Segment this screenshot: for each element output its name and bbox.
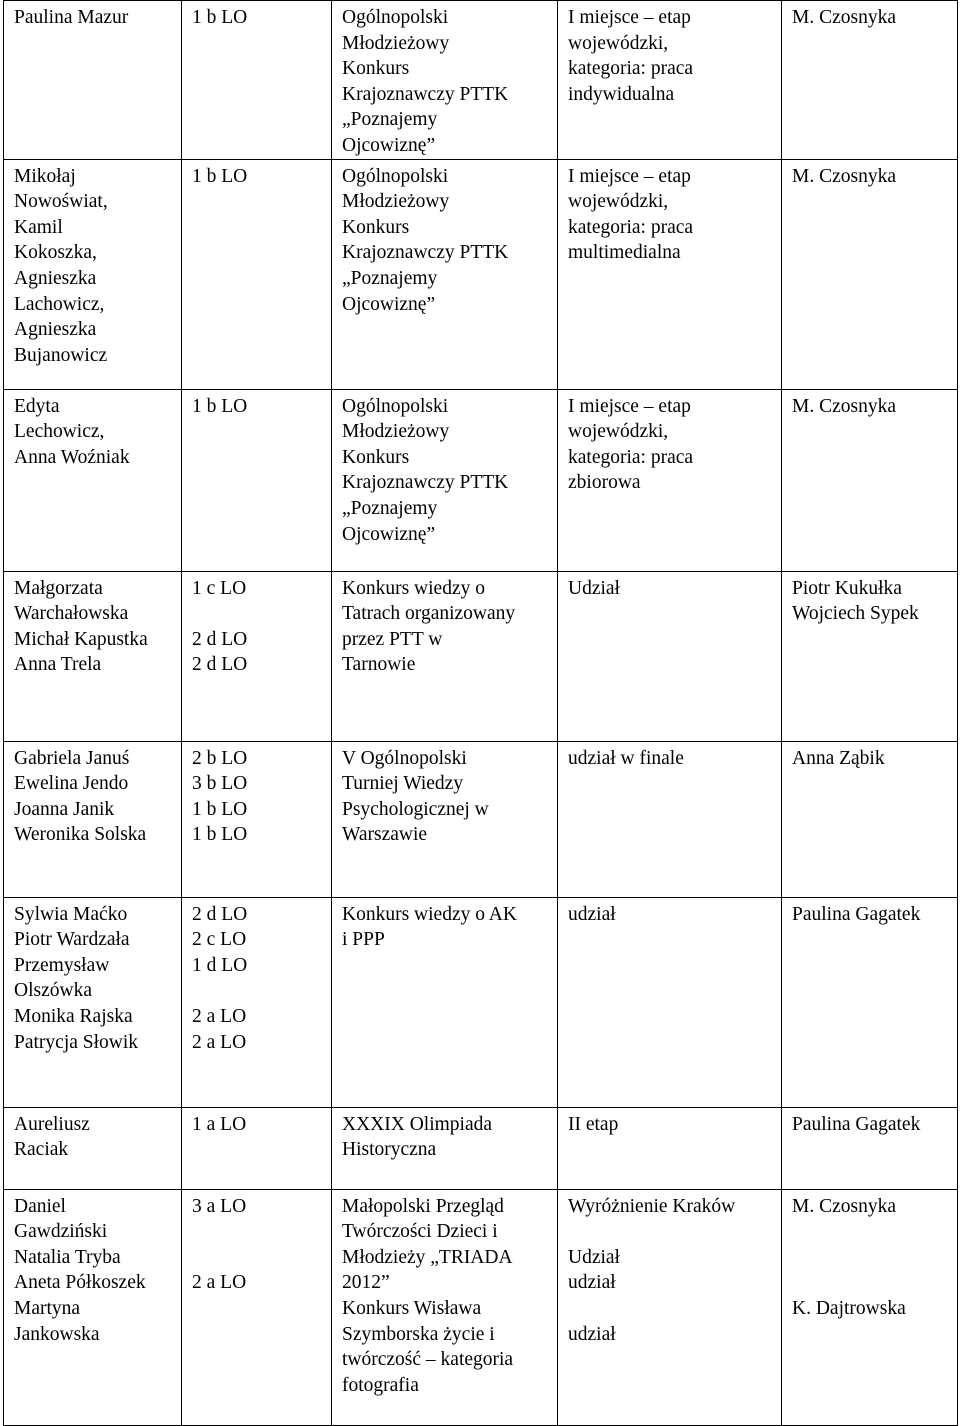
blank-line xyxy=(192,601,325,627)
teacher-cell xyxy=(782,1107,958,1189)
competition-text: Konkurs wiedzy o xyxy=(342,577,485,599)
class-label: 1 a LO xyxy=(192,1113,247,1135)
student-name: Agnieszka xyxy=(14,319,97,341)
student-name: Aureliusz xyxy=(14,1113,90,1135)
competition-text: Młodzieżowy xyxy=(342,191,450,213)
competition-text: Szymborska życie i xyxy=(342,1323,495,1345)
competition-cell xyxy=(332,1,558,160)
teacher-cell xyxy=(782,897,958,1107)
competition-cell xyxy=(332,741,558,897)
result-cell xyxy=(558,1107,782,1189)
student-name: Małgorzata xyxy=(14,577,103,599)
student-name: Gabriela Januś xyxy=(14,747,130,769)
class-label: 2 a LO xyxy=(192,1031,247,1053)
student-name: Lachowicz, xyxy=(14,293,105,315)
result-cell xyxy=(558,1189,782,1425)
result-text: Udział xyxy=(568,577,620,599)
student-name: Raciak xyxy=(14,1139,69,1161)
class-cell xyxy=(182,389,332,571)
competition-cell xyxy=(332,897,558,1107)
class-label: 2 b LO xyxy=(192,747,248,769)
student-name: Lechowicz, xyxy=(14,421,105,443)
blank-line xyxy=(192,978,325,1004)
result-text: wojewódzki, xyxy=(568,191,669,213)
competition-text: Młodzieżowy xyxy=(342,421,450,443)
student-name: Paulina Mazur xyxy=(14,7,129,28)
result-text: Wyróżnienie Kraków xyxy=(568,1195,736,1217)
student-name: Kokoszka, xyxy=(14,242,97,264)
competition-text: 2012” xyxy=(342,1272,390,1294)
student-name: Michał Kapustka xyxy=(14,628,148,650)
blank-line xyxy=(792,1270,951,1296)
competition-text: Tatrach organizowany xyxy=(342,603,516,625)
teacher-name: Wojciech Sypek xyxy=(792,603,919,625)
class-label: 1 d LO xyxy=(192,954,248,976)
student-name: Weronika Solska xyxy=(14,824,147,846)
teacher-name: Piotr Kukułka xyxy=(792,577,902,599)
student-name: Sylwia Maćko xyxy=(14,903,128,925)
student-name: Warchałowska xyxy=(14,603,129,625)
result-text: I miejsce – etap xyxy=(568,395,691,417)
competition-text: Krajoznawczy PTTK xyxy=(342,83,509,105)
class-label: 1 b LO xyxy=(192,798,248,820)
student-name: Gawdziński xyxy=(14,1221,108,1243)
class-label: 2 a LO xyxy=(192,1272,247,1294)
competition-cell xyxy=(332,1107,558,1189)
competition-text: Młodzieżowy xyxy=(342,32,450,54)
competition-text: Konkurs xyxy=(342,446,410,468)
student-name: Monika Rajska xyxy=(14,1005,133,1027)
competition-text: Psychologicznej w xyxy=(342,798,489,820)
competition-text: Warszawie xyxy=(342,824,428,846)
blank-line xyxy=(192,1219,325,1245)
table-row xyxy=(4,1189,958,1425)
class-label: 2 d LO xyxy=(192,903,248,925)
table-row xyxy=(4,897,958,1107)
student-name: Aneta Półkoszek xyxy=(14,1272,146,1294)
blank-line xyxy=(192,1245,325,1271)
student-name: Bujanowicz xyxy=(14,344,108,366)
class-cell xyxy=(182,897,332,1107)
result-text: Udział xyxy=(568,1246,620,1268)
competition-text: Ogólnopolski xyxy=(342,165,449,187)
result-cell xyxy=(558,159,782,389)
result-text: kategoria: praca xyxy=(568,446,694,468)
student-name: Przemysław xyxy=(14,954,110,976)
students-cell xyxy=(4,897,182,1107)
result-cell xyxy=(558,389,782,571)
result-text: wojewódzki, xyxy=(568,421,669,443)
table-row xyxy=(4,1,958,160)
class-cell xyxy=(182,741,332,897)
result-text: kategoria: praca xyxy=(568,58,694,80)
result-text: II etap xyxy=(568,1113,619,1135)
teacher-name: M. Czosnyka xyxy=(792,1195,896,1217)
teacher-name: M. Czosnyka xyxy=(792,395,896,417)
competition-text: Turniej Wiedzy xyxy=(342,773,464,795)
result-cell xyxy=(558,741,782,897)
result-text: indywidualna xyxy=(568,83,675,105)
teacher-name: M. Czosnyka xyxy=(792,7,896,28)
competition-text: Ojcowiznę” xyxy=(342,293,436,315)
students-cell xyxy=(4,741,182,897)
table-row xyxy=(4,571,958,741)
student-name: Daniel xyxy=(14,1195,66,1217)
result-text: I miejsce – etap xyxy=(568,165,691,187)
class-cell xyxy=(182,1107,332,1189)
competition-text: Ojcowiznę” xyxy=(342,134,436,156)
students-cell xyxy=(4,1107,182,1189)
competition-text: Tarnowie xyxy=(342,654,416,676)
table-row xyxy=(4,1107,958,1189)
class-label: 1 b LO xyxy=(192,395,248,417)
student-name: Agnieszka xyxy=(14,267,97,289)
competition-cell xyxy=(332,389,558,571)
table-row xyxy=(4,159,958,389)
blank-line xyxy=(568,1296,775,1322)
competition-text: Krajoznawczy PTTK xyxy=(342,472,509,494)
student-name: Kamil xyxy=(14,216,63,238)
class-label: 2 c LO xyxy=(192,929,247,951)
student-name: Jankowska xyxy=(14,1323,100,1345)
competition-text: Historyczna xyxy=(342,1139,437,1161)
result-cell xyxy=(558,897,782,1107)
result-text: udział xyxy=(568,903,616,925)
students-cell xyxy=(4,1189,182,1425)
competition-text: „Poznajemy xyxy=(342,497,438,519)
competition-text: przez PTT w xyxy=(342,628,443,650)
competition-text: Krajoznawczy PTTK xyxy=(342,242,509,264)
teacher-cell xyxy=(782,1189,958,1425)
teacher-cell xyxy=(782,741,958,897)
class-cell xyxy=(182,571,332,741)
class-label: 1 c LO xyxy=(192,577,247,599)
competition-text: Konkurs xyxy=(342,216,410,238)
competition-text: Ojcowiznę” xyxy=(342,523,436,545)
student-name: Olszówka xyxy=(14,980,92,1002)
blank-line xyxy=(792,1219,951,1245)
students-cell xyxy=(4,389,182,571)
competition-text: Konkurs Wisława xyxy=(342,1297,482,1319)
blank-line xyxy=(568,1219,775,1245)
students-cell xyxy=(4,159,182,389)
teacher-cell xyxy=(782,571,958,741)
class-label: 1 b LO xyxy=(192,7,248,28)
results-table-body xyxy=(4,1,958,1426)
student-name: Patrycja Słowik xyxy=(14,1031,139,1053)
student-name: Joanna Janik xyxy=(14,798,115,820)
class-label: 2 d LO xyxy=(192,628,248,650)
class-cell xyxy=(182,1,332,160)
student-name: Ewelina Jendo xyxy=(14,773,129,795)
student-name: Piotr Wardzała xyxy=(14,929,130,951)
table-row xyxy=(4,389,958,571)
result-text: zbiorowa xyxy=(568,472,641,494)
teacher-cell xyxy=(782,1,958,160)
teacher-name: Paulina Gagatek xyxy=(792,1113,921,1135)
competition-cell xyxy=(332,571,558,741)
teacher-name: M. Czosnyka xyxy=(792,165,896,187)
class-cell xyxy=(182,1189,332,1425)
competition-text: fotografia xyxy=(342,1374,419,1396)
student-name: Anna Trela xyxy=(14,654,102,676)
competition-text: „Poznajemy xyxy=(342,109,438,131)
competition-text: Ogólnopolski xyxy=(342,7,449,28)
competition-text: Małopolski Przegląd xyxy=(342,1195,504,1217)
students-cell xyxy=(4,1,182,160)
competition-text: V Ogólnopolski xyxy=(342,747,467,769)
student-name: Anna Woźniak xyxy=(14,446,130,468)
teacher-name: K. Dajtrowska xyxy=(792,1297,906,1319)
class-label: 3 a LO xyxy=(192,1195,247,1217)
competition-text: Ogólnopolski xyxy=(342,395,449,417)
student-name: Edyta xyxy=(14,395,60,417)
class-label: 1 b LO xyxy=(192,165,248,187)
teacher-cell xyxy=(782,159,958,389)
result-text: kategoria: praca xyxy=(568,216,694,238)
class-label: 2 a LO xyxy=(192,1005,247,1027)
competition-text: twórczość – kategoria xyxy=(342,1349,514,1371)
competition-cell xyxy=(332,1189,558,1425)
competition-text: „Poznajemy xyxy=(342,267,438,289)
result-text: udział w finale xyxy=(568,747,684,769)
blank-line xyxy=(792,1245,951,1271)
teacher-name: Anna Ząbik xyxy=(792,747,885,769)
result-text: multimedialna xyxy=(568,242,681,264)
student-name: Natalia Tryba xyxy=(14,1246,121,1268)
student-name: Mikołaj xyxy=(14,165,76,187)
class-label: 1 b LO xyxy=(192,824,248,846)
results-table xyxy=(3,0,958,1426)
result-cell xyxy=(558,1,782,160)
competition-cell xyxy=(332,159,558,389)
class-label: 2 d LO xyxy=(192,654,248,676)
result-text: wojewódzki, xyxy=(568,32,669,54)
teacher-name: Paulina Gagatek xyxy=(792,903,921,925)
class-label: 3 b LO xyxy=(192,773,248,795)
competition-text: i PPP xyxy=(342,929,385,951)
competition-text: Konkurs xyxy=(342,58,410,80)
competition-text: Konkurs wiedzy o AK xyxy=(342,903,517,925)
student-name: Nowoświat, xyxy=(14,191,108,213)
teacher-cell xyxy=(782,389,958,571)
student-name: Martyna xyxy=(14,1297,81,1319)
result-text: udział xyxy=(568,1272,616,1294)
table-row xyxy=(4,741,958,897)
result-text: I miejsce – etap xyxy=(568,7,691,28)
competition-text: XXXIX Olimpiada xyxy=(342,1113,493,1135)
result-cell xyxy=(558,571,782,741)
students-cell xyxy=(4,571,182,741)
class-cell xyxy=(182,159,332,389)
result-text: udział xyxy=(568,1323,616,1345)
competition-text: Twórczości Dzieci i xyxy=(342,1221,498,1243)
competition-text: Młodzieży „TRIADA xyxy=(342,1246,513,1268)
